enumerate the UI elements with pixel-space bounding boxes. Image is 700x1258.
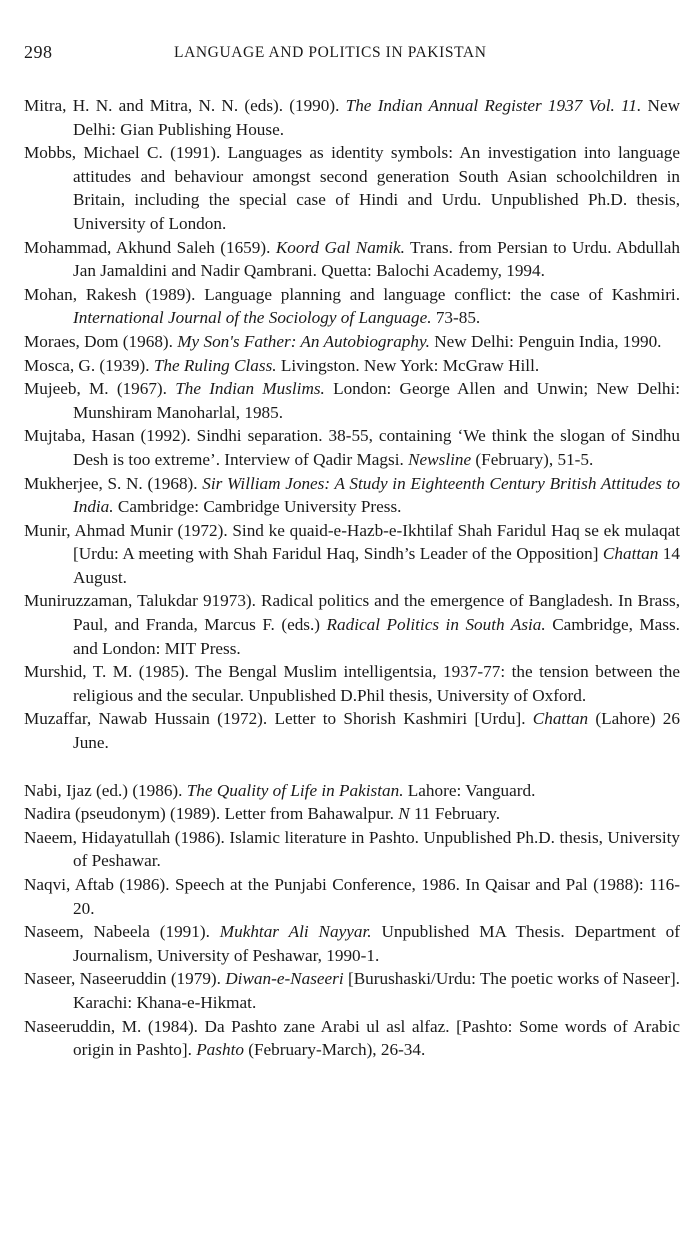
reference-entry: Mosca, G. (1939). The Ruling Class. Livingston. New York: McGraw Hill. (24, 355, 540, 375)
reference-entry: Naseem, Nabeela (1991). Mukhtar Ali Nayyar. Unpublished MA Thesis. Department of Journalism, University of Peshawar, 1990-1. (24, 922, 680, 965)
references-group-m (24, 94, 680, 755)
reference-entry: Mohan, Rakesh (1989). Language planning and language conflict: the case of Kashmiri. International Journal of the Sociology of Language. 73-85. (24, 284, 680, 328)
page-header (24, 42, 680, 68)
reference-entry: Mohammad, Akhund Saleh (1659). Koord Gal Namik. Trans. from Persian to Urdu. Abdullah Jan Jamaldini and Nadir Qambrani. Quetta: Balochi Academy, 1994. (24, 237, 681, 281)
reference-entry: Mitra, H. N. and Mitra, N. N. (eds). (1990). The Indian Annual Register 1937 Vol. 11. New Delhi: Gian Publishing House. (24, 96, 680, 139)
reference-entry: Naqvi, Aftab (1986). Speech at the Punjabi Conference, 1986. In Qaisar and Pal (1988): 116-20. (24, 875, 680, 918)
section-gap (24, 755, 680, 779)
reference-entry: Mujtaba, Hasan (1992). Sindhi separation. 38-55, containing ‘We think the slogan of Sindhu Desh is too extreme’. Interview of Qadir Magsi. Newsline (February), 51-5. (24, 426, 680, 469)
reference-entry: Mujeeb, M. (1967). The Indian Muslims. London: George Allen and Unwin; New Delhi: Munshiram Manoharlal, 1985. (24, 379, 681, 422)
reference-entry: Naseeruddin, M. (1984). Da Pashto zane Arabi ul asl alfaz. [Pashto: Some words of Arabic origin in Pashto]. Pashto (February-March), 26-34. (24, 1016, 680, 1060)
reference-entry: Muniruzzaman, Talukdar 91973). Radical politics and the emergence of Bangladesh. In Brass, Paul, and Franda, Marcus F. (eds.) Radical Politics in South Asia. Cambridge, Mass. and London: MIT Press. (24, 591, 680, 658)
references-group-n (24, 779, 680, 1062)
reference-entry: Murshid, T. M. (1985). The Bengal Muslim intelligentsia, 1937-77: the tension between the religious and the secular. Unpublished D.Phil thesis, University of Oxford. (24, 662, 680, 705)
reference-entry: Mukherjee, S. N. (1968). Sir William Jones: A Study in Eighteenth Century British Attitudes to India. Cambridge: Cambridge University Press. (24, 473, 680, 517)
reference-entry: Naseer, Naseeruddin (1979). Diwan-e-Naseeri [Burushaski/Urdu: The poetic works of Naseer]. Karachi: Khana-e-Hikmat. (24, 969, 680, 1012)
reference-entry: Naeem, Hidayatullah (1986). Islamic literature in Pashto. Unpublished Ph.D. thesis, University of Peshawar. (24, 827, 680, 871)
reference-entry: Mobbs, Michael C. (1991). Languages as identity symbols: An investigation into language attitudes and behaviour amongst second generation South Asian schoolchildren in Britain, including the special case of Hindi and Urdu. Unpublished Ph.D. thesis, University of London. (24, 143, 680, 233)
reference-entry: Nadira (pseudonym) (1989). Letter from Bahawalpur. N 11 February. (24, 804, 501, 824)
reference-entry: Munir, Ahmad Munir (1972). Sind ke quaid-e-Hazb-e-Ikhtilaf Shah Faridul Haq se ek mulaqat [Urdu: A meeting with Shah Faridul Haq, Sindh’s Leader of the Opposition] Chattan 14 August. (24, 520, 680, 587)
reference-entry: Nabi, Ijaz (ed.) (1986). The Quality of Life in Pakistan. Lahore: Vanguard. (24, 780, 536, 800)
reference-entry: Muzaffar, Nawab Hussain (1972). Letter to Shorish Kashmiri [Urdu]. Chattan (Lahore) 26 June. (24, 709, 680, 753)
reference-entry: Moraes, Dom (1968). My Son's Father: An Autobiography. New Delhi: Penguin India, 1990. (24, 331, 662, 351)
bibliography (24, 94, 680, 1062)
running-title: LANGUAGE AND POLITICS IN PAKISTAN (174, 44, 487, 61)
page-number: 298 (24, 42, 53, 62)
